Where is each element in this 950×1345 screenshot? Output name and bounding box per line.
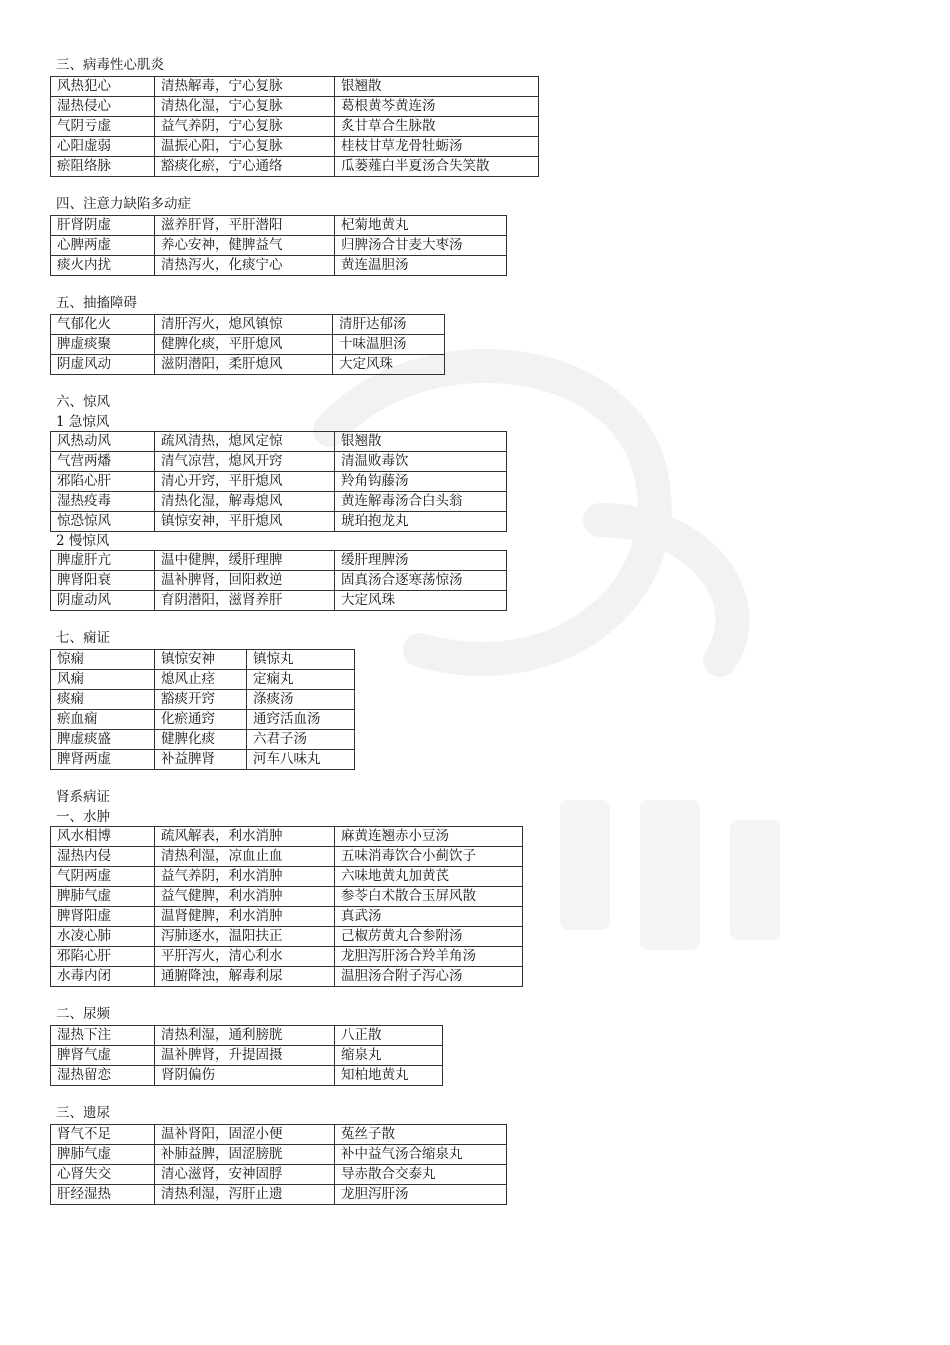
syndrome-table [50,826,523,987]
formula-cell: 大定风珠 [333,355,445,375]
treatment-principle-cell: 育阴潜阳，滋肾养肝 [155,591,335,611]
syndrome-cell: 气营两燔 [51,452,155,472]
syndrome-table [50,314,445,375]
treatment-principle-cell: 清热解毒，宁心复脉 [155,77,335,97]
treatment-principle-cell: 补益脾肾 [155,750,247,770]
formula-cell: 八正散 [335,1026,443,1046]
treatment-principle-cell: 温振心阳，宁心复脉 [155,137,335,157]
formula-cell: 琥珀抱龙丸 [335,512,507,532]
table-row [51,472,507,492]
formula-cell: 桂枝甘草龙骨牡蛎汤 [335,137,539,157]
formula-cell: 涤痰汤 [247,690,355,710]
formula-cell: 清肝达郁汤 [333,315,445,335]
formula-cell: 清温败毒饮 [335,452,507,472]
syndrome-cell: 惊恐惊风 [51,512,155,532]
formula-cell: 归脾汤合甘麦大枣汤 [335,236,507,256]
table-row [51,512,507,532]
table-row [51,907,523,927]
formula-cell: 缓肝理脾汤 [335,551,507,571]
formula-cell: 导赤散合交泰丸 [335,1165,507,1185]
table-row [51,1185,507,1205]
syndrome-table [50,76,539,177]
document-body [50,56,910,1205]
section-spacer [50,611,910,629]
syndrome-cell: 肾气不足 [51,1125,155,1145]
syndrome-cell: 风水相博 [51,827,155,847]
subsection-label: 2 慢惊风 [56,533,110,549]
treatment-principle-cell: 豁痰化瘀，宁心通络 [155,157,335,177]
syndrome-table [50,550,507,611]
syndrome-cell: 心肾失交 [51,1165,155,1185]
table-row [51,492,507,512]
section-heading: 六、惊风 [56,394,110,410]
treatment-principle-cell: 清气凉营，熄风开窍 [155,452,335,472]
syndrome-cell: 气阴亏虚 [51,117,155,137]
table-row [51,432,507,452]
syndrome-cell: 痰痫 [51,690,155,710]
formula-cell: 杞菊地黄丸 [335,216,507,236]
table-row [51,847,523,867]
subsection-label: 1 急惊风 [56,414,110,430]
syndrome-cell: 脾虚痰盛 [51,730,155,750]
formula-cell: 大定风珠 [335,591,507,611]
section-spacer [50,1086,910,1104]
syndrome-table [50,1025,443,1086]
table-row [51,355,445,375]
formula-cell: 十味温胆汤 [333,335,445,355]
formula-cell: 缩泉丸 [335,1046,443,1066]
syndrome-cell: 脾肾气虚 [51,1046,155,1066]
table-row [51,97,539,117]
table-row [51,137,539,157]
treatment-principle-cell: 温补脾肾，升提固摄 [155,1046,335,1066]
table-row [51,117,539,137]
syndrome-cell: 水毒内闭 [51,967,155,987]
formula-cell: 炙甘草合生脉散 [335,117,539,137]
treatment-principle-cell: 清热利湿，通利膀胱 [155,1026,335,1046]
formula-cell: 龙胆泻肝汤合羚羊角汤 [335,947,523,967]
treatment-principle-cell: 益气健脾，利水消肿 [155,887,335,907]
syndrome-cell: 脾肾阳虚 [51,907,155,927]
treatment-principle-cell: 镇惊安神，平肝熄风 [155,512,335,532]
formula-cell: 龙胆泻肝汤 [335,1185,507,1205]
treatment-principle-cell: 平肝泻火，清心利水 [155,947,335,967]
table-row [51,77,539,97]
table-row [51,710,355,730]
syndrome-cell: 肝经湿热 [51,1185,155,1205]
treatment-principle-cell: 镇惊安神 [155,650,247,670]
treatment-principle-cell: 养心安神，健脾益气 [155,236,335,256]
syndrome-cell: 阴虚动风 [51,591,155,611]
table-row [51,1145,507,1165]
treatment-principle-cell: 健脾化痰 [155,730,247,750]
syndrome-cell: 风痫 [51,670,155,690]
treatment-principle-cell: 肾阴偏伤 [155,1066,335,1086]
syndrome-cell: 肝肾阴虚 [51,216,155,236]
table-row [51,591,507,611]
treatment-principle-cell: 化瘀通窍 [155,710,247,730]
table-row [51,670,355,690]
table-row [51,551,507,571]
section-spacer [50,375,910,393]
formula-cell: 羚角钩藤汤 [335,472,507,492]
syndrome-cell: 惊痫 [51,650,155,670]
table-row [51,1165,507,1185]
syndrome-cell: 邪陷心肝 [51,472,155,492]
treatment-principle-cell: 温补肾阳，固涩小便 [155,1125,335,1145]
treatment-principle-cell: 益气养阴，利水消肿 [155,867,335,887]
treatment-principle-cell: 泻肺逐水，温阳扶正 [155,927,335,947]
formula-cell: 黄连温胆汤 [335,256,507,276]
syndrome-cell: 痰火内扰 [51,256,155,276]
treatment-principle-cell: 清热利湿，泻肝止遗 [155,1185,335,1205]
syndrome-cell: 心脾两虚 [51,236,155,256]
treatment-principle-cell: 清热化湿，解毒熄风 [155,492,335,512]
formula-cell: 真武汤 [335,907,523,927]
section-heading: 肾系病证 [56,789,110,805]
syndrome-cell: 湿热下注 [51,1026,155,1046]
formula-cell: 黄连解毒汤合白头翁 [335,492,507,512]
table-row [51,256,507,276]
formula-cell: 麻黄连翘赤小豆汤 [335,827,523,847]
treatment-principle-cell: 清心滋肾，安神固脬 [155,1165,335,1185]
section-spacer [50,276,910,294]
formula-cell: 参苓白术散合玉屏风散 [335,887,523,907]
table-row [51,157,539,177]
section-heading: 三、病毒性心肌炎 [56,57,164,73]
table-row [51,236,507,256]
syndrome-cell: 气阴两虚 [51,867,155,887]
syndrome-cell: 脾虚痰聚 [51,335,155,355]
treatment-principle-cell: 滋养肝肾，平肝潜阳 [155,216,335,236]
syndrome-cell: 脾肺气虚 [51,1145,155,1165]
section-heading: 三、遗尿 [56,1105,110,1121]
section-spacer [50,987,910,1005]
treatment-principle-cell: 温中健脾，缓肝理脾 [155,551,335,571]
formula-cell: 温胆汤合附子泻心汤 [335,967,523,987]
syndrome-cell: 气郁化火 [51,315,155,335]
treatment-principle-cell: 清心开窍，平肝熄风 [155,472,335,492]
syndrome-cell: 湿热疫毒 [51,492,155,512]
syndrome-cell: 湿热留恋 [51,1066,155,1086]
table-row [51,452,507,472]
treatment-principle-cell: 益气养阴，宁心复脉 [155,117,335,137]
table-row [51,730,355,750]
formula-cell: 葛根黄芩黄连汤 [335,97,539,117]
syndrome-cell: 脾虚肝亢 [51,551,155,571]
table-row [51,867,523,887]
table-row [51,216,507,236]
treatment-principle-cell: 疏风清热，熄风定惊 [155,432,335,452]
syndrome-table [50,215,507,276]
treatment-principle-cell: 补肺益脾，固涩膀胱 [155,1145,335,1165]
formula-cell: 菟丝子散 [335,1125,507,1145]
treatment-principle-cell: 温肾健脾，利水消肿 [155,907,335,927]
syndrome-cell: 水凌心肺 [51,927,155,947]
table-row [51,1066,443,1086]
formula-cell: 补中益气汤合缩泉丸 [335,1145,507,1165]
section-spacer [50,177,910,195]
syndrome-cell: 湿热侵心 [51,97,155,117]
formula-cell: 五味消毒饮合小蓟饮子 [335,847,523,867]
syndrome-cell: 瘀血痫 [51,710,155,730]
table-row [51,887,523,907]
treatment-principle-cell: 清热利湿，凉血止血 [155,847,335,867]
table-row [51,750,355,770]
table-row [51,947,523,967]
table-row [51,315,445,335]
syndrome-cell: 脾肾阳衰 [51,571,155,591]
treatment-principle-cell: 健脾化痰，平肝熄风 [155,335,333,355]
table-row [51,1046,443,1066]
syndrome-cell: 阴虚风动 [51,355,155,375]
treatment-principle-cell: 清热泻火，化痰宁心 [155,256,335,276]
treatment-principle-cell: 温补脾肾，回阳救逆 [155,571,335,591]
syndrome-table [50,1124,507,1205]
syndrome-cell: 风热动风 [51,432,155,452]
formula-cell: 银翘散 [335,77,539,97]
treatment-principle-cell: 清肝泻火，熄风镇惊 [155,315,333,335]
treatment-principle-cell: 豁痰开窍 [155,690,247,710]
syndrome-cell: 湿热内侵 [51,847,155,867]
formula-cell: 河车八味丸 [247,750,355,770]
treatment-principle-cell: 熄风止痉 [155,670,247,690]
treatment-principle-cell: 滋阴潜阳，柔肝熄风 [155,355,333,375]
table-row [51,967,523,987]
formula-cell: 定痫丸 [247,670,355,690]
syndrome-cell: 脾肾两虚 [51,750,155,770]
treatment-principle-cell: 清热化湿，宁心复脉 [155,97,335,117]
formula-cell: 银翘散 [335,432,507,452]
formula-cell: 瓜蒌薤白半夏汤合失笑散 [335,157,539,177]
formula-cell: 六味地黄丸加黄芪 [335,867,523,887]
section-heading: 四、注意力缺陷多动症 [56,196,191,212]
formula-cell: 固真汤合逐寒荡惊汤 [335,571,507,591]
table-row [51,827,523,847]
formula-cell: 知柏地黄丸 [335,1066,443,1086]
table-row [51,335,445,355]
syndrome-cell: 心阳虚弱 [51,137,155,157]
syndrome-table [50,649,355,770]
table-row [51,927,523,947]
treatment-principle-cell: 疏风解表，利水消肿 [155,827,335,847]
syndrome-cell: 瘀阻络脉 [51,157,155,177]
syndrome-cell: 风热犯心 [51,77,155,97]
table-row [51,571,507,591]
treatment-principle-cell: 通腑降浊，解毒利尿 [155,967,335,987]
table-row [51,650,355,670]
table-row [51,1125,507,1145]
formula-cell: 镇惊丸 [247,650,355,670]
formula-cell: 己椒苈黄丸合参附汤 [335,927,523,947]
formula-cell: 六君子汤 [247,730,355,750]
section-heading: 二、尿频 [56,1006,110,1022]
formula-cell: 通窍活血汤 [247,710,355,730]
syndrome-table [50,431,507,532]
table-row [51,690,355,710]
syndrome-cell: 邪陷心肝 [51,947,155,967]
table-row [51,1026,443,1046]
subsection-label: 一、水肿 [56,809,110,825]
section-heading: 五、抽搐障碍 [56,295,137,311]
section-heading: 七、痫证 [56,630,110,646]
section-spacer [50,770,910,788]
syndrome-cell: 脾肺气虚 [51,887,155,907]
